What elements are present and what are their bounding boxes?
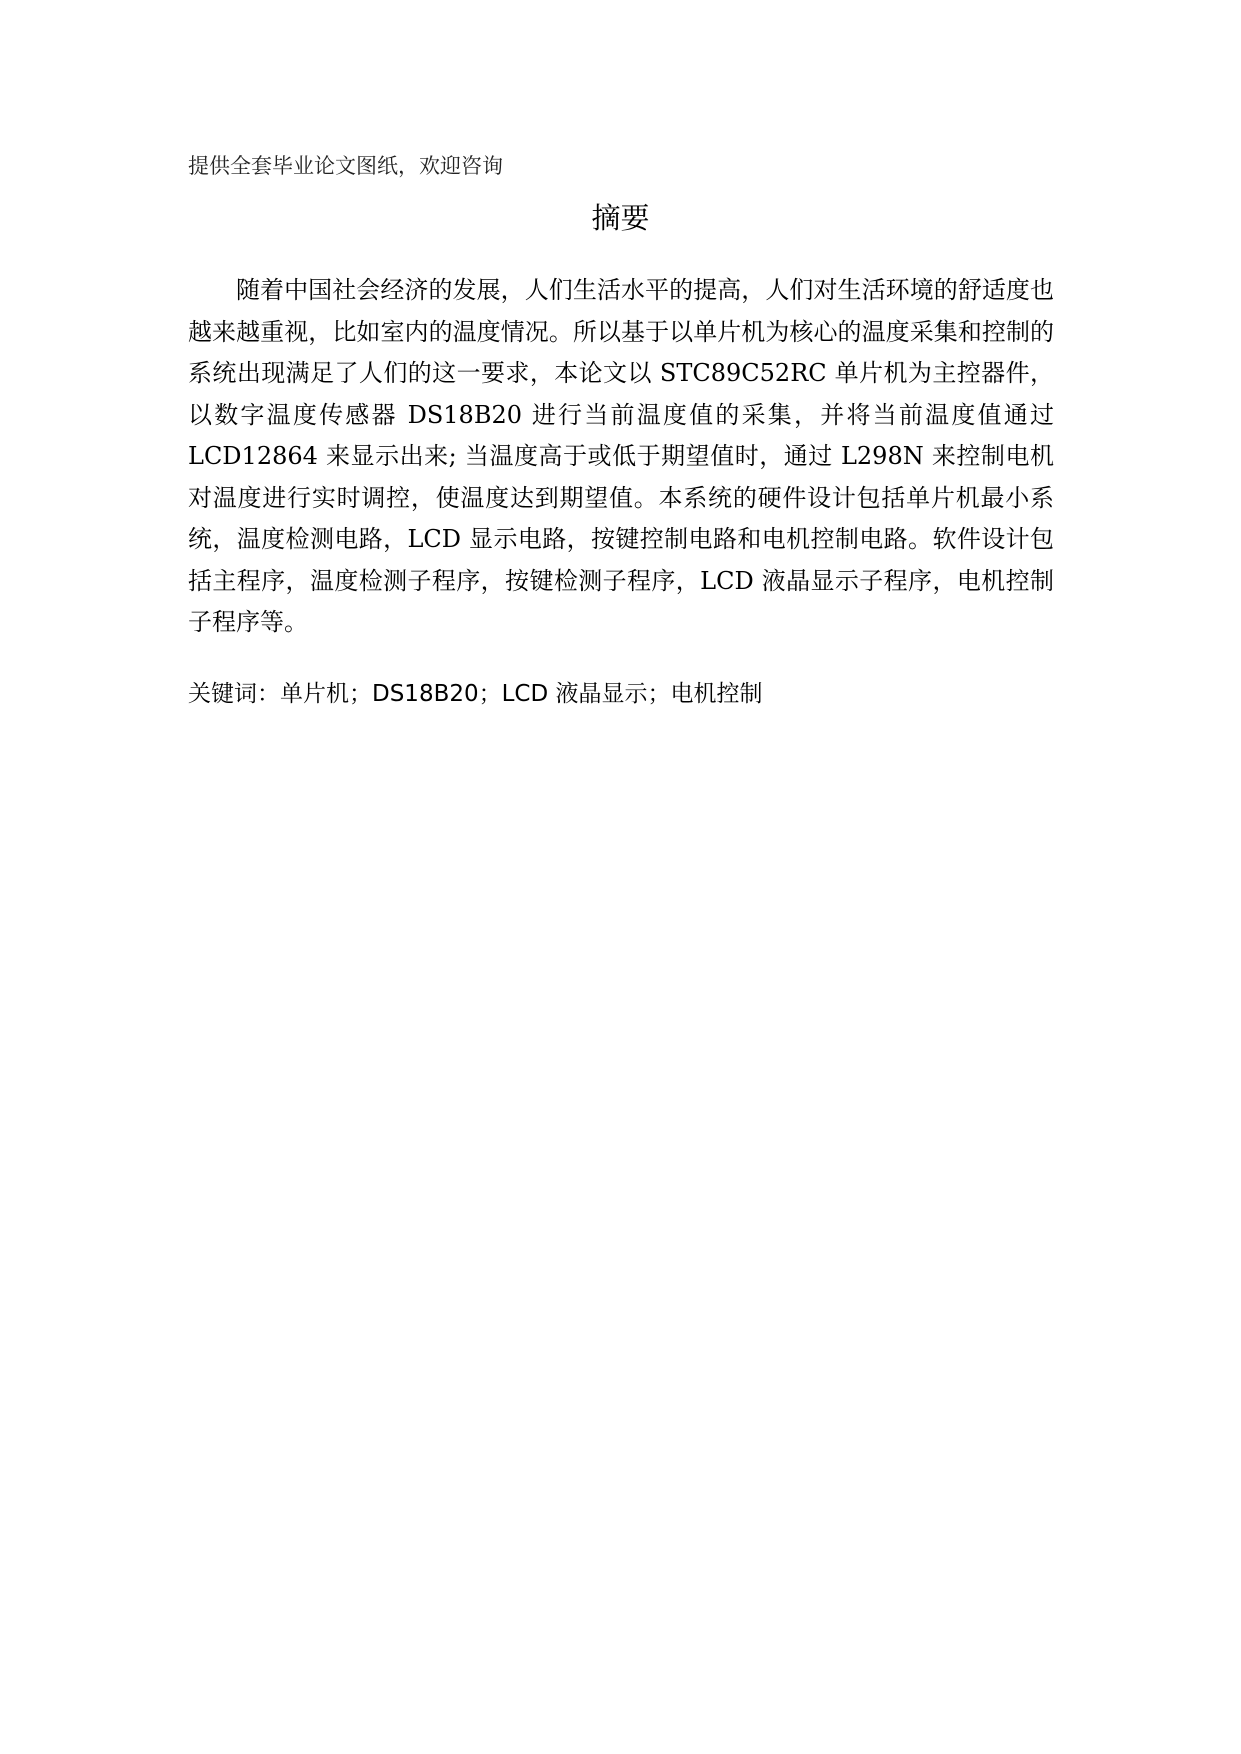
header-note: 提供全套毕业论文图纸，欢迎咨询 <box>188 154 503 178</box>
keywords-line: 关键词：单片机；DS18B20；LCD 液晶显示；电机控制 <box>188 681 763 707</box>
page-title: 摘要 <box>591 201 650 235</box>
abstract-paragraph: 随着中国社会经济的发展，人们生活水平的提高，人们对生活环境的舒适度也越来越重视，比如室内的温度情况。所以基于以单片机为核心的温度采集和控制的系统出现满足了人们的这一要求，本论文以 STC89C52RC 单片机为主控器件，以数字温度传感器 DS18B20 进行当前温度值的采集，并将当前温度值通过 LCD12864 来显示出来; 当温度高于或低于期望值时，通过 L298N 来控制电机对温度进行实时调控，使温度达到期望值。本系统的硬件设计包括单片机最小系统，温度检测电路，LCD 显示电路，按键控制电路和电机控制电路。软件设计包括主程序，温度检测子程序，按键检测子程序，LCD 液晶显示子程序，电机控制子程序等。 <box>188 276 1054 636</box>
